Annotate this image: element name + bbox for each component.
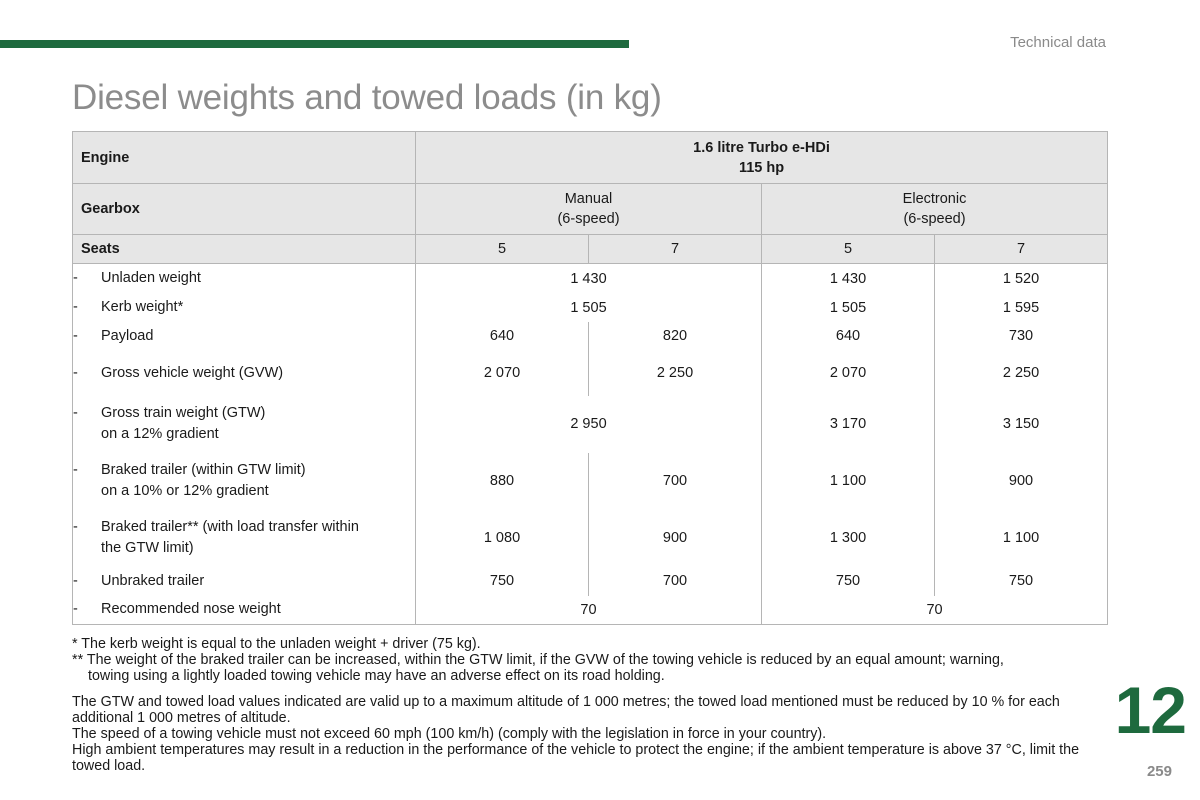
engine-value bbox=[416, 132, 1108, 184]
gearbox-label: Gearbox bbox=[73, 184, 416, 235]
row-label-line: Braked trailer** (with load transfer within bbox=[101, 519, 359, 535]
table-cell: 640 bbox=[762, 322, 935, 351]
table-row bbox=[73, 453, 1108, 510]
table-cell: 820 bbox=[589, 322, 762, 351]
engine-power: 115 hp bbox=[738, 159, 785, 176]
seats-value: 7 bbox=[935, 235, 1108, 264]
table-cell: 70 bbox=[416, 596, 762, 625]
table-cell: 900 bbox=[935, 453, 1108, 510]
chapter-number: 12 bbox=[1114, 673, 1186, 747]
table-row bbox=[73, 351, 1108, 396]
table-cell: 2 250 bbox=[589, 351, 762, 396]
weights-table bbox=[72, 131, 1108, 625]
row-label bbox=[73, 322, 416, 351]
engine-row bbox=[73, 132, 1108, 184]
seats-value: 5 bbox=[762, 235, 935, 264]
footnotes bbox=[72, 636, 1107, 775]
engine-label: Engine bbox=[73, 132, 416, 184]
row-label-text: Recommended nose weight bbox=[101, 601, 281, 618]
row-label bbox=[73, 294, 416, 322]
note-temperature: High ambient temperatures may result in a reduction in the performance of the vehicle to protect the engine; if the ambient temperature is above 37 °C, limit the towed load. bbox=[72, 742, 1080, 775]
seats-label: Seats bbox=[73, 235, 416, 264]
row-label-line: on a 12% gradient bbox=[101, 426, 219, 442]
table-cell: 750 bbox=[935, 567, 1108, 596]
seats-value: 5 bbox=[416, 235, 589, 264]
footnote-braked-trailer-cont: towing using a lightly loaded towing vehicle may have an adverse effect on its road holding. bbox=[88, 668, 665, 685]
gearbox-electronic-speed: (6-speed) bbox=[903, 211, 966, 227]
header-accent-bar bbox=[0, 40, 629, 48]
section-label: Technical data bbox=[1010, 34, 1106, 51]
table-row bbox=[73, 294, 1108, 322]
table-cell: 730 bbox=[935, 322, 1108, 351]
table-row bbox=[73, 322, 1108, 351]
row-label-text: Unladen weight bbox=[101, 270, 201, 287]
table-cell: 1 100 bbox=[935, 510, 1108, 567]
row-label bbox=[73, 396, 416, 453]
row-label bbox=[73, 596, 416, 625]
seats-row bbox=[73, 235, 1108, 264]
row-label-text bbox=[101, 517, 359, 559]
table-cell: 1 100 bbox=[762, 453, 935, 510]
row-dash: - bbox=[73, 299, 78, 315]
gearbox-manual-name: Manual bbox=[564, 191, 613, 207]
table-cell: 1 595 bbox=[935, 294, 1108, 322]
table-cell: 1 430 bbox=[416, 264, 762, 294]
row-label-text: Gross vehicle weight (GVW) bbox=[101, 364, 284, 381]
row-label bbox=[73, 453, 416, 510]
table-cell: 900 bbox=[589, 510, 762, 567]
table-cell: 2 070 bbox=[416, 351, 589, 396]
table-cell: 1 430 bbox=[762, 264, 935, 294]
footnote-braked-trailer: ** The weight of the braked trailer can be increased, within the GTW limit, if the GVW of the towing vehicle is reduced by an equal amount; warning, bbox=[72, 652, 1004, 669]
table-cell: 70 bbox=[762, 596, 1108, 625]
row-label bbox=[73, 264, 416, 294]
gearbox-electronic-name: Electronic bbox=[902, 191, 967, 207]
table-cell: 700 bbox=[589, 567, 762, 596]
table-cell: 2 070 bbox=[762, 351, 935, 396]
row-dash: - bbox=[73, 364, 78, 381]
row-dash: - bbox=[73, 462, 78, 478]
seats-value: 7 bbox=[589, 235, 762, 264]
page-number: 259 bbox=[1146, 763, 1172, 780]
row-label-line: Braked trailer (within GTW limit) bbox=[101, 462, 306, 478]
row-dash: - bbox=[73, 270, 78, 287]
table-row bbox=[73, 510, 1108, 567]
row-label bbox=[73, 567, 416, 596]
row-dash: - bbox=[73, 572, 78, 589]
row-label bbox=[73, 510, 416, 567]
note-speed: The speed of a towing vehicle must not exceed 60 mph (100 km/h) (comply with the legislation in force in your country). bbox=[72, 726, 827, 743]
gearbox-electronic bbox=[762, 184, 1108, 235]
table-cell: 700 bbox=[589, 453, 762, 510]
table-cell: 880 bbox=[416, 453, 589, 510]
table-cell: 750 bbox=[416, 567, 589, 596]
table-row bbox=[73, 596, 1108, 625]
table-cell: 1 520 bbox=[935, 264, 1108, 294]
footnote-kerb: * The kerb weight is equal to the unladen weight + driver (75 kg). bbox=[72, 636, 481, 652]
table-cell: 1 300 bbox=[762, 510, 935, 567]
row-label-text: Unbraked trailer bbox=[101, 572, 205, 589]
table-cell: 1 080 bbox=[416, 510, 589, 567]
row-label-text bbox=[101, 403, 265, 445]
table-cell: 2 950 bbox=[416, 396, 762, 453]
table-cell: 640 bbox=[416, 322, 589, 351]
row-label-line: Gross train weight (GTW) bbox=[101, 405, 266, 421]
row-dash: - bbox=[73, 601, 78, 618]
gearbox-manual-speed: (6-speed) bbox=[557, 211, 620, 227]
row-label-line: on a 10% or 12% gradient bbox=[101, 483, 269, 499]
row-label-text bbox=[101, 460, 306, 502]
table-row bbox=[73, 567, 1108, 596]
table-cell: 2 250 bbox=[935, 351, 1108, 396]
gearbox-row bbox=[73, 184, 1108, 235]
row-label-text: Payload bbox=[101, 327, 154, 344]
engine-name: 1.6 litre Turbo e-HDi bbox=[693, 139, 830, 156]
table-cell: 1 505 bbox=[762, 294, 935, 322]
row-label-line: the GTW limit) bbox=[101, 540, 194, 556]
table-cell: 3 150 bbox=[935, 396, 1108, 453]
table-cell: 750 bbox=[762, 567, 935, 596]
table-cell: 1 505 bbox=[416, 294, 762, 322]
row-dash: - bbox=[73, 327, 78, 344]
row-label-text: Kerb weight* bbox=[101, 299, 184, 315]
table-row bbox=[73, 264, 1108, 294]
table-cell: 3 170 bbox=[762, 396, 935, 453]
gearbox-manual bbox=[416, 184, 762, 235]
row-dash: - bbox=[73, 519, 78, 535]
page-title: Diesel weights and towed loads (in kg) bbox=[72, 78, 662, 117]
note-altitude: The GTW and towed load values indicated are valid up to a maximum altitude of 1 000 metres; the towed load mentioned must be reduced by 10 % for each additional 1 000 metres of altitude. bbox=[72, 693, 1060, 726]
row-dash: - bbox=[73, 405, 78, 421]
table-row bbox=[73, 396, 1108, 453]
row-label bbox=[73, 351, 416, 396]
